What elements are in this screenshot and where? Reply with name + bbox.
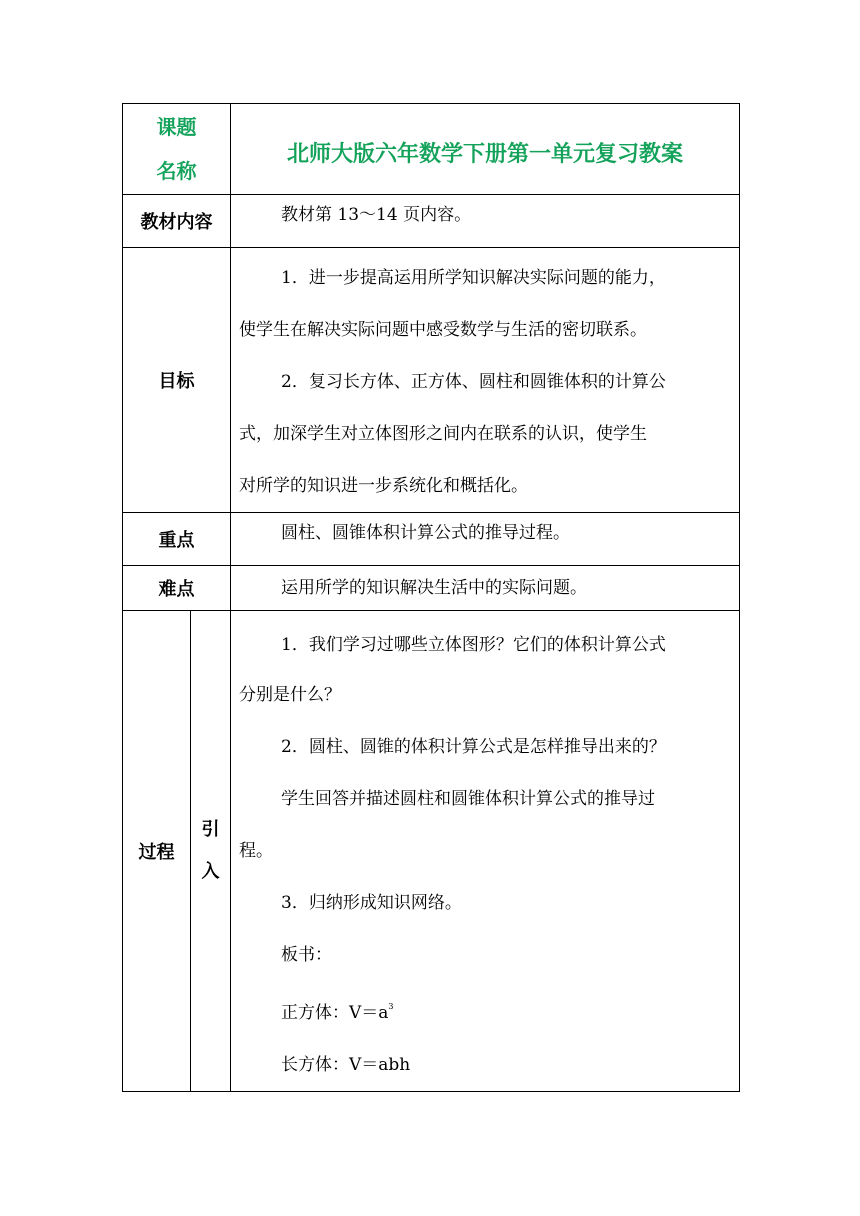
key-row	[123, 513, 740, 566]
proc-1b: 分别是什么？	[239, 685, 341, 705]
goal-1a: 1．进一步提高运用所学知识解决实际问题的能力，	[281, 268, 666, 288]
lesson-title: 北师大版六年数学下册第一单元复习教案	[231, 104, 740, 195]
process-content	[231, 611, 740, 1092]
proc-3: 3．归纳形成知识网络。	[281, 893, 462, 913]
goal-2c: 对所学的知识进一步系统化和概括化。	[239, 476, 528, 496]
material-label: 教材内容	[123, 195, 231, 248]
cube-formula-text: 正方体：V＝a	[281, 1003, 389, 1023]
process-row	[123, 611, 740, 1092]
proc-1a: 1．我们学习过哪些立体图形？它们的体积计算公式	[281, 635, 666, 655]
intro-label-cell	[191, 611, 231, 1092]
title-label-line1: 课题	[156, 115, 197, 139]
title-row	[123, 104, 740, 195]
goal-content	[231, 248, 740, 513]
goal-label: 目标	[123, 248, 231, 513]
intro-label-line2: 入	[201, 861, 220, 882]
key-content: 圆柱、圆锥体积计算公式的推导过程。	[231, 513, 740, 566]
title-label-line2: 名称	[156, 159, 197, 183]
proc-2-answer-b: 程。	[239, 841, 273, 861]
lesson-plan-table	[122, 103, 740, 1092]
material-row	[123, 195, 740, 248]
cube-exponent: 3	[388, 1002, 394, 1011]
goal-2b: 式，加深学生对立体图形之间内在联系的认识，使学生	[239, 424, 647, 444]
difficulty-row	[123, 566, 740, 611]
cube-formula	[239, 981, 733, 1039]
goal-2a: 2．复习长方体、正方体、圆柱和圆锥体积的计算公	[281, 372, 666, 392]
proc-2-answer-a: 学生回答并描述圆柱和圆锥体积计算公式的推导过	[281, 789, 655, 809]
difficulty-label: 难点	[123, 566, 231, 611]
goal-row	[123, 248, 740, 513]
cuboid-formula: 长方体：V＝abh	[281, 1055, 411, 1075]
material-content: 教材第 13～14 页内容。	[231, 195, 740, 248]
process-label: 过程	[123, 611, 191, 1092]
proc-2: 2．圆柱、圆锥的体积计算公式是怎样推导出来的？	[281, 737, 666, 757]
board-label: 板书：	[281, 945, 332, 965]
title-label-cell	[123, 104, 231, 195]
key-label: 重点	[123, 513, 231, 566]
difficulty-content: 运用所学的知识解决生活中的实际问题。	[231, 566, 740, 611]
intro-label-line1: 引	[201, 819, 220, 840]
goal-1b: 使学生在解决实际问题中感受数学与生活的密切联系。	[239, 320, 647, 340]
